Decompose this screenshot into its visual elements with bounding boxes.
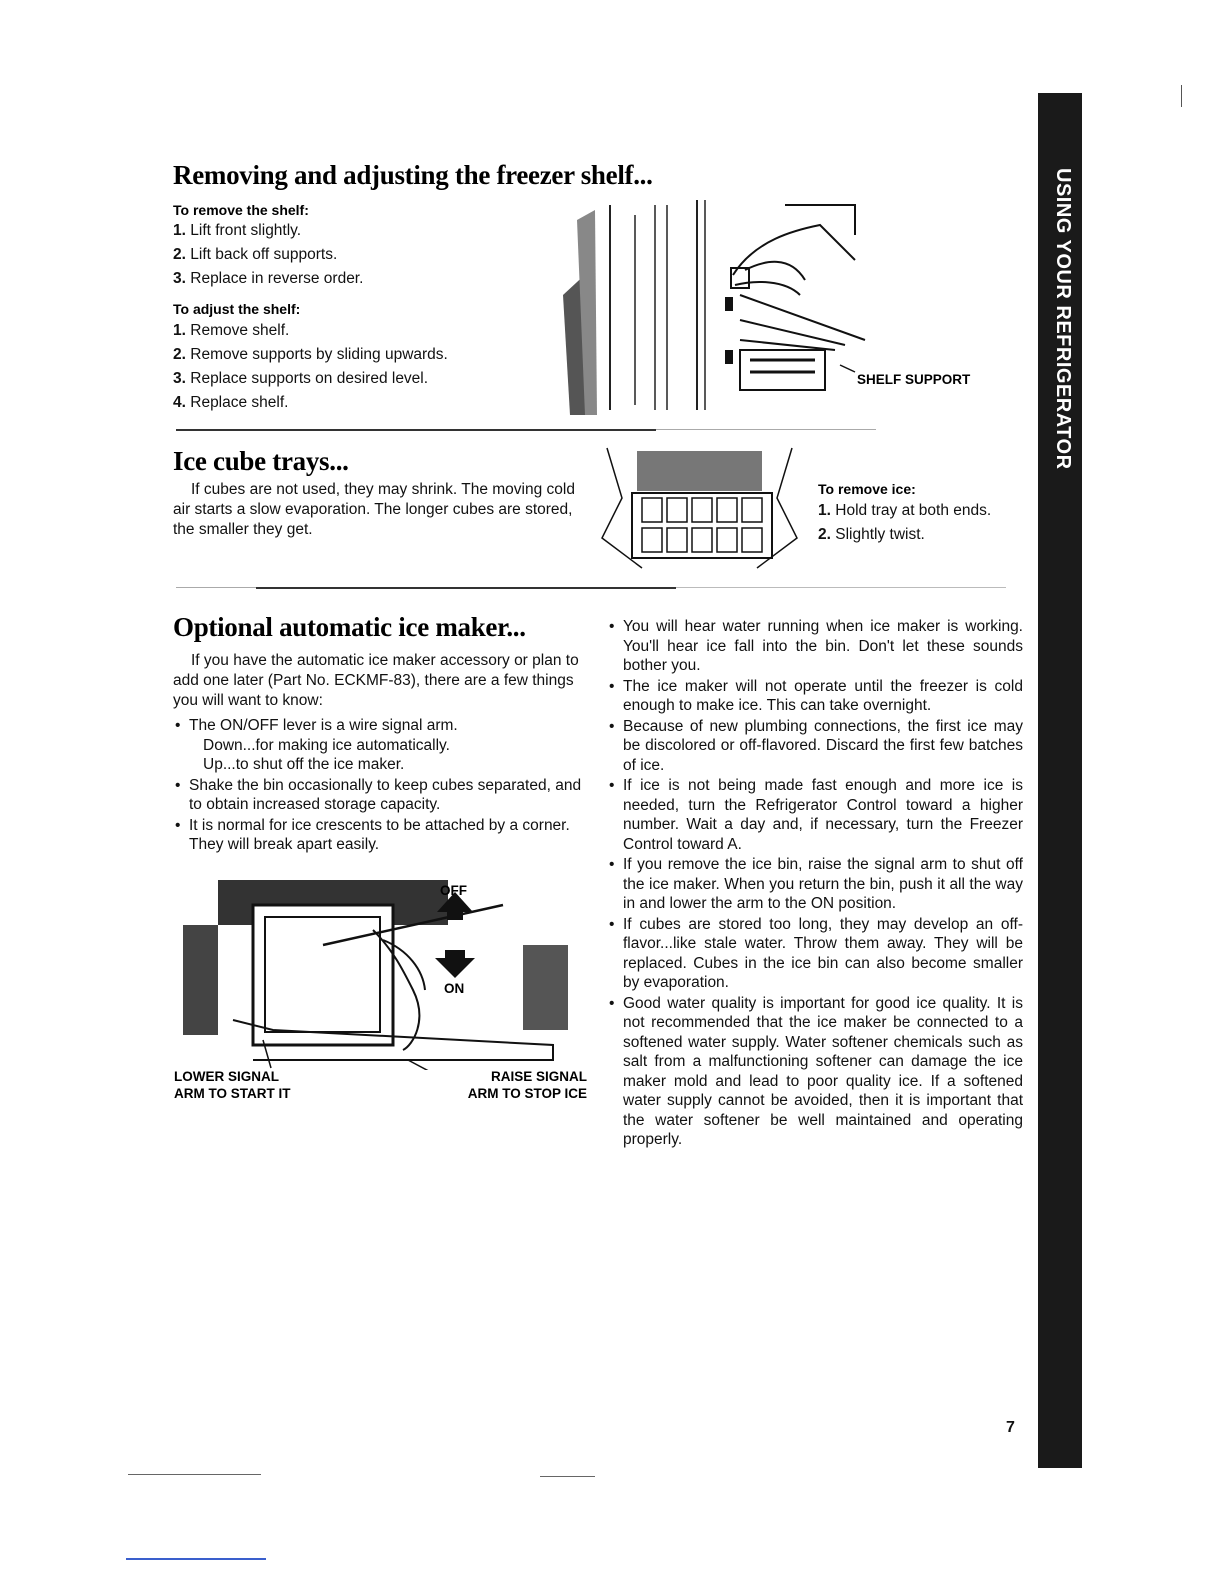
footer-rule [126, 1558, 266, 1560]
adjust-shelf-steps [173, 319, 448, 415]
step-item: 1. Lift front slightly. [173, 222, 302, 239]
section-divider [176, 586, 1006, 590]
step-item: 1. Hold tray at both ends. [818, 502, 992, 519]
list-item: • Shake the bin occasionally to keep cubes separated, and to obtain increased storage capacity. [173, 776, 593, 815]
list-item: • Good water quality is important for good ice quality. It is not recommended that the ice maker be connected to a softened water supply. Water softener chemicals such as salt from a malfunctioning softener can damage the ice maker mold and lead to poor quality ice. If a softened water supply cannot be avoided, then it is important that the water softener be well maintained and operating properly. [607, 994, 1023, 1150]
shelf-section-title: Removing and adjusting the freezer shelf... [173, 160, 653, 190]
list-item: • If you remove the ice bin, raise the signal arm to shut off the ice maker. When you return the bin, push it all the way in and lower the arm to the ON position. [607, 855, 1023, 914]
shelf-support-label: SHELF SUPPORT [857, 372, 971, 387]
step-item: 2. Slightly twist. [818, 526, 925, 543]
ice-trays-section-title: Ice cube trays... [173, 446, 349, 476]
ice-maker-intro: If you have the automatic ice maker accessory or plan to add one later (Part No. ECKMF-83), there are a few things you will want to know: [173, 652, 579, 709]
ice-maker-tips-left [173, 716, 593, 856]
step-item: 1. Remove shelf. [173, 322, 290, 339]
margin-mark [1181, 85, 1182, 107]
list-item: • Because of new plumbing connections, the first ice may be discolored or off-flavored. Discard the first few batches of ice. [607, 717, 1023, 776]
step-item: 4. Replace shelf. [173, 394, 289, 411]
list-item: • It is normal for ice crescents to be attached by a corner. They will break apart easily. [173, 816, 593, 855]
lower-signal-arm-label: LOWER SIGNAL ARM TO START IT [174, 1069, 291, 1101]
step-item: 3. Replace in reverse order. [173, 270, 364, 287]
raise-signal-arm-label: RAISE SIGNAL ARM TO STOP ICE [467, 1069, 587, 1101]
footer-rule [128, 1474, 261, 1475]
list-item: • The ON/OFF lever is a wire signal arm. Down...for making ice automatically. Up...to shut off the ice maker. [173, 716, 593, 775]
footer-rule [540, 1476, 595, 1477]
step-item: 2. Lift back off supports. [173, 246, 338, 263]
ice-maker-tips-right [607, 617, 1023, 1151]
shelf-support-illustration [555, 200, 885, 415]
remove-shelf-steps [173, 219, 363, 291]
remove-ice-heading: To remove ice: [818, 481, 916, 497]
ice-maker-section-title: Optional automatic ice maker... [173, 612, 526, 642]
page-number: 7 [1006, 1419, 1015, 1436]
list-item: • If cubes are stored too long, they may develop an off-flavor...like stale water. Throw them away. They will be replaced. Cubes in the ice bin can also become smaller by evaporation. [607, 915, 1023, 993]
remove-shelf-heading: To remove the shelf: [173, 202, 309, 218]
ice-trays-description: If cubes are not used, they may shrink. The moving cold air starts a slow evaporation. The longer cubes are stored, the smaller they get. [173, 481, 575, 538]
list-item: • The ice maker will not operate until the freezer is cold enough to make ice. This can take overnight. [607, 677, 1023, 716]
on-label: ON [444, 981, 465, 996]
list-item: • If ice is not being made fast enough and more ice is needed, turn the Refrigerator Control toward a higher number. Wait a day and, if necessary, turn the Freezer Control toward A. [607, 776, 1023, 854]
section-divider [176, 428, 876, 432]
list-item: • You will hear water running when ice maker is working. You'll hear ice fall into the bin. Don't let these sounds bother you. [607, 617, 1023, 676]
step-item: 2. Remove supports by sliding upwards. [173, 346, 448, 363]
ice-maker-illustration [173, 870, 588, 1070]
ice-tray-illustration [597, 443, 802, 573]
off-label: OFF [440, 883, 467, 898]
adjust-shelf-heading: To adjust the shelf: [173, 301, 301, 317]
remove-ice-steps [818, 499, 991, 547]
side-tab-label: USING YOUR REFRIGERATOR [1052, 168, 1074, 470]
step-item: 3. Replace supports on desired level. [173, 370, 429, 387]
